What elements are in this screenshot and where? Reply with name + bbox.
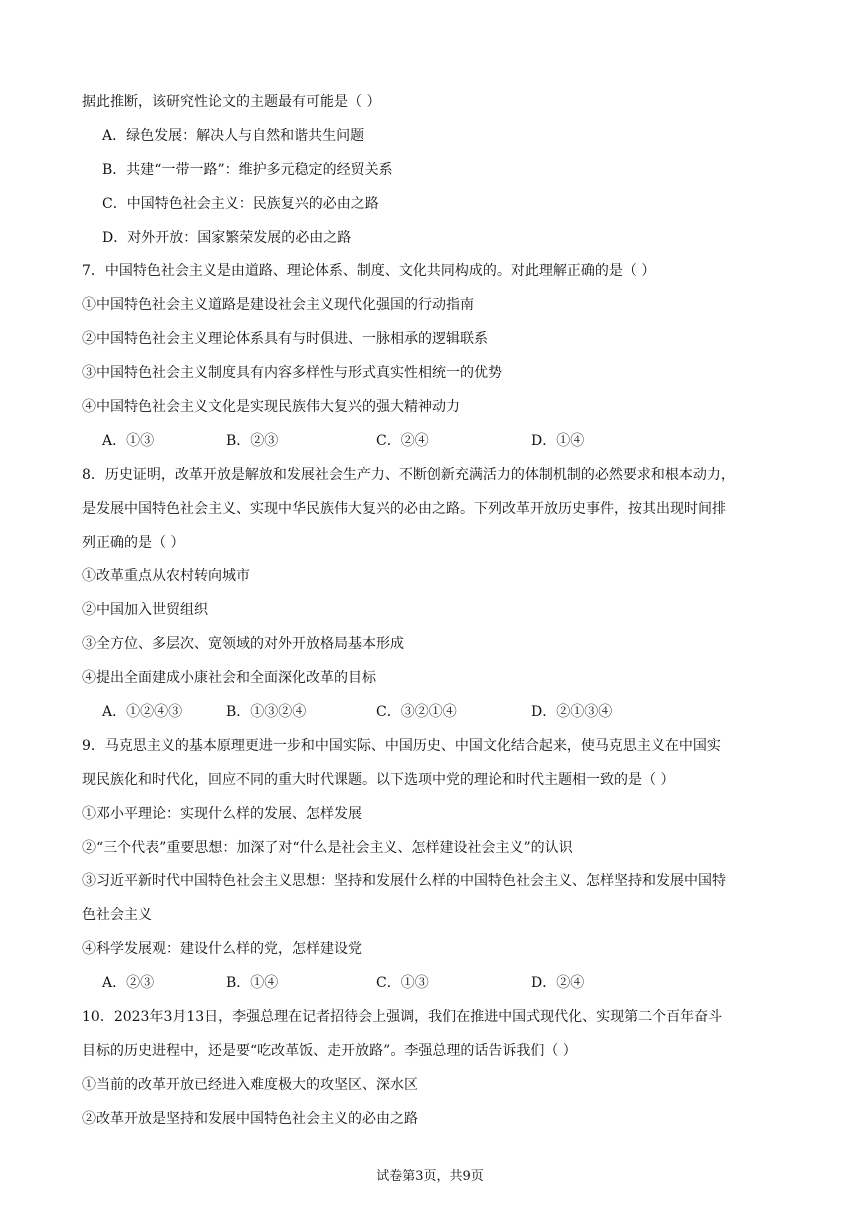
q9-item-3-cont: 色社会主义: [82, 907, 152, 924]
q8-option-d: D．②①③④: [531, 704, 613, 721]
q7-option-a: A．①③: [102, 432, 155, 449]
question-content: [82, 86, 782, 1137]
q6-option-c: C．中国特色社会主义：民族复兴的必由之路: [102, 195, 379, 212]
q9-stem-line-1: 9．马克思主义的基本原理更进一步和中国实际、中国历史、中国文化结合起来，使马克思主义在中国实: [82, 737, 721, 754]
q8-item-4: ④提出全面建成小康社会和全面深化改革的目标: [82, 670, 376, 687]
q8-option-c: C．③②①④: [376, 704, 457, 721]
q6-option-a: A．绿色发展：解决人与自然和谐共生问题: [102, 127, 365, 144]
q9-option-d: D．②④: [531, 975, 585, 992]
q8-item-3: ③全方位、多层次、宽领域的对外开放格局基本形成: [82, 636, 404, 653]
q9-options: [82, 967, 782, 1001]
q7-option-b: B．②③: [226, 432, 279, 449]
q8-option-b: B．①③②④: [226, 704, 307, 721]
q9-item-1: ①邓小平理论：实现什么样的发展、怎样发展: [82, 805, 362, 822]
q8-option-a: A．①②④③: [102, 704, 183, 721]
q8-stem-line-2: 是发展中国特色社会主义、实现中华民族伟大复兴的必由之路。下列改革开放历史事件，按其出现时间排: [82, 500, 726, 517]
q8-stem-line-1: 8．历史证明，改革开放是解放和发展社会生产力、不断创新充满活力的体制机制的必然要求和根本动力，: [82, 466, 735, 483]
q9-item-4: ④科学发展观：建设什么样的党，怎样建设党: [82, 941, 362, 958]
q9-item-3: ③习近平新时代中国特色社会主义思想：坚持和发展什么样的中国特色社会主义、怎样坚持和发展中国特: [82, 873, 726, 890]
q8-stem-line-3: 列正确的是（ ）: [82, 534, 185, 551]
q10-item-2: ②改革开放是坚持和发展中国特色社会主义的必由之路: [82, 1110, 418, 1127]
q7-option-d: D．①④: [531, 432, 585, 449]
q8-options: [82, 696, 782, 730]
q7-item-2: ②中国特色社会主义理论体系具有与时俱进、一脉相承的逻辑联系: [82, 331, 488, 348]
q9-option-c: C．①③: [376, 975, 429, 992]
q9-option-b: B．①④: [226, 975, 279, 992]
q9-option-a: A．②③: [102, 975, 155, 992]
q8-item-1: ①改革重点从农村转向城市: [82, 568, 250, 585]
q10-item-1: ①当前的改革开放已经进入难度极大的攻坚区、深水区: [82, 1076, 418, 1093]
q7-item-1: ①中国特色社会主义道路是建设社会主义现代化强国的行动指南: [82, 297, 474, 314]
q7-stem: 7．中国特色社会主义是由道路、理论体系、制度、文化共同构成的。对此理解正确的是（ ）: [82, 263, 656, 280]
q7-options: [82, 425, 782, 459]
page-footer: 试卷第3页，共9页: [376, 1169, 484, 1184]
q8-item-2: ②中国加入世贸组织: [82, 602, 208, 619]
q7-item-4: ④中国特色社会主义文化是实现民族伟大复兴的强大精神动力: [82, 399, 460, 416]
q10-stem-line-2: 目标的历史进程中，还是要“吃改革饭、走开放路”。李强总理的话告诉我们（ ）: [82, 1042, 577, 1059]
q9-stem-line-2: 现民族化和时代化，回应不同的重大时代课题。以下选项中党的理论和时代主题相一致的是（ ）: [82, 771, 675, 788]
q10-stem-line-1: 10．2023年3月13日，李强总理在记者招待会上强调，我们在推进中国式现代化、实现第二个百年奋斗: [82, 1009, 723, 1026]
q6-stem: 据此推断，该研究性论文的主题最有可能是（ ）: [82, 94, 381, 110]
q6-option-d: D．对外开放：国家繁荣发展的必由之路: [102, 229, 352, 246]
q9-item-2: ②“三个代表”重要思想：加深了对“什么是社会主义、怎样建设社会主义”的认识: [82, 839, 573, 856]
q7-item-3: ③中国特色社会主义制度具有内容多样性与形式真实性相统一的优势: [82, 365, 502, 382]
q6-option-b: B．共建“一带一路”：维护多元稳定的经贸关系: [102, 161, 393, 178]
q7-option-c: C．②④: [376, 432, 429, 449]
